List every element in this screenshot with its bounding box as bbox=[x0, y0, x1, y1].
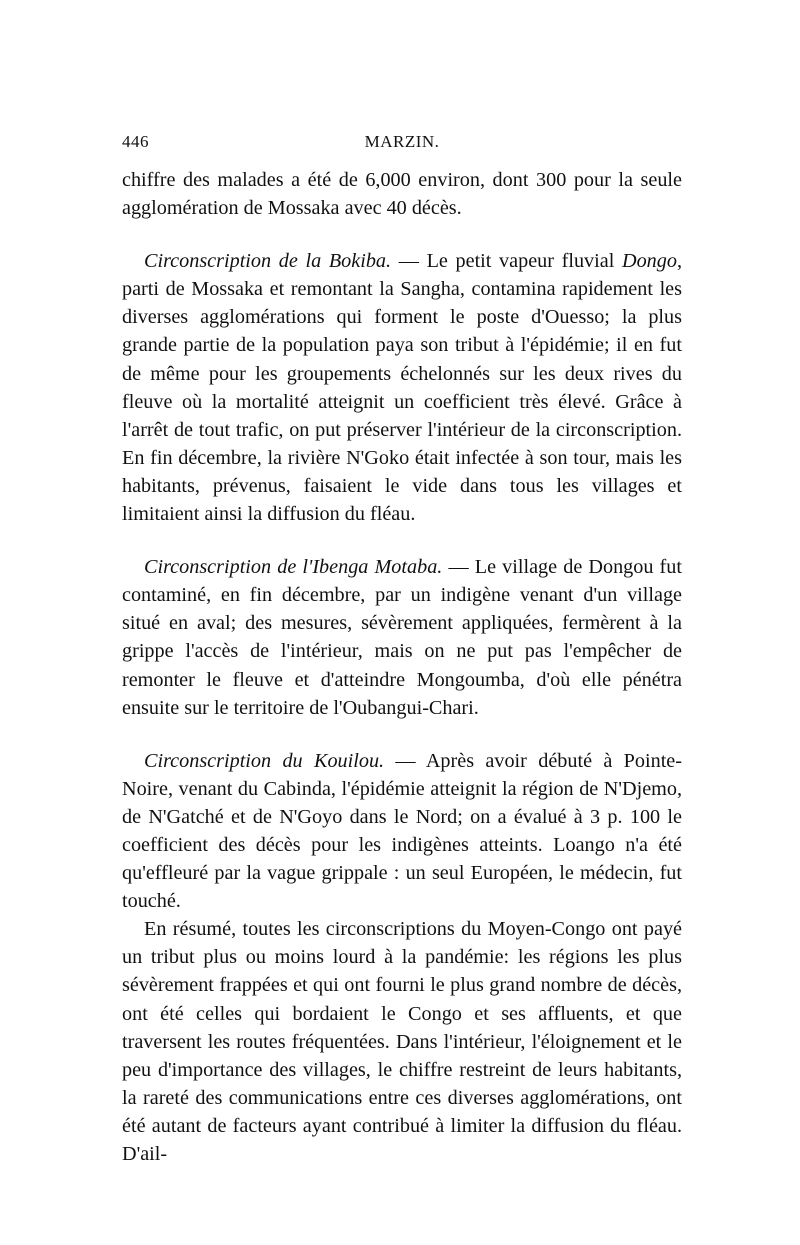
paragraph-text: En résumé, toutes les circonscriptions du Moyen-Congo ont payé un tribut plus ou moins lourd à la pandémie: les régions les plus sévèrement frappées et qui ont fourni le plus grand nombre de décès, ont été celles qui bordaient le Congo et ses affluents, et que traversent les routes fréquentées. Dans l'intérieur, l'éloignement et le peu d'importance des villages, le chiffre restreint de leurs habitants, la rareté des communications entre ces diverses agglomérations, ont été autant de facteurs ayant contribué à limiter la diffusion du fléau. D'ail- bbox=[122, 918, 682, 1165]
paragraph-text: — Après avoir débuté à Pointe-Noire, venant du Cabinda, l'épidémie atteignit la région de N'Djemo, de N'Gatché et de N'Goyo dans le Nord; on a évalué à 3 p. 100 le coefficient des décès pour les indigènes atteints. Loango n'a été qu'effleuré par la vague grippale : un seul Européen, le médecin, fut touché. bbox=[122, 749, 682, 913]
running-head bbox=[122, 132, 682, 158]
paragraph-ibenga-motaba bbox=[122, 553, 682, 722]
paragraph-text: , parti de Mossaka et remontant la Sangha, contamina rapidement les diverses agglomérations qui forment le poste d'Ouesso; la plus grande partie de la population paya son tribut à l'épidémie; il en fut de même pour les groupements échelonnés sur les deux rives du fleuve où la mortalité atteignit un coefficient très élevé. Grâce à l'arrêt de tout trafic, on put préserver l'intérieur de la circonscription. En fin décembre, la rivière N'Goko était infectée à son tour, mais les habitants, prévenus, faisaient le vide dans tous les villages et limitaient ainsi la diffusion du fléau. bbox=[122, 250, 682, 526]
vessel-name: Dongo bbox=[621, 250, 677, 273]
paragraph-bokiba bbox=[122, 247, 682, 528]
running-title: MARZIN. bbox=[364, 132, 440, 151]
paragraph-lead: — Le petit vapeur fluvial bbox=[391, 250, 622, 273]
section-title-bokiba: Circonscription de la Bokiba. bbox=[144, 250, 392, 273]
body-text bbox=[122, 166, 682, 1168]
paragraph-text: — Le village de Dongou fut contaminé, en fin décembre, par un indigène venant d'un village situé en aval; des mesures, sévèrement appliquées, fermèrent à la grippe l'accès de l'intérieur, mais on ne put pas l'empêcher de remonter le fleuve et d'atteindre Mongoumba, d'où elle pénétra ensuite sur le territoire de l'Oubangui-Chari. bbox=[122, 556, 682, 719]
section-title-kouilou: Circonscription du Kouilou. bbox=[144, 749, 385, 772]
paragraph-continuation bbox=[122, 166, 682, 222]
book-page bbox=[122, 0, 682, 1245]
paragraph-text: chiffre des malades a été de 6,000 environ, dont 300 pour la seule agglomération de Mossaka avec 40 décès. bbox=[122, 169, 682, 220]
paragraph-kouilou bbox=[122, 747, 682, 916]
page-number: 446 bbox=[122, 132, 149, 151]
paragraph-summary bbox=[122, 915, 682, 1168]
section-title-ibenga-motaba: Circonscription de l'Ibenga Motaba. bbox=[144, 556, 443, 579]
